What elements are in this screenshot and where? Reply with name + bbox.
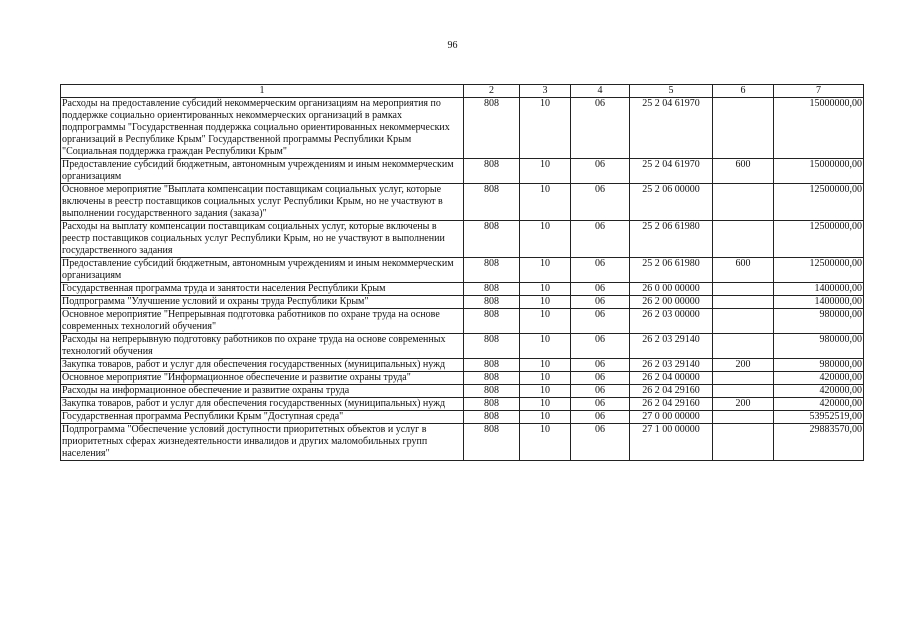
expense-type-cell: 200 xyxy=(713,398,774,411)
section-code-cell: 10 xyxy=(520,296,571,309)
target-article-cell: 25 2 06 61980 xyxy=(630,221,713,258)
table-row xyxy=(61,296,864,309)
expense-type-cell xyxy=(713,385,774,398)
row-name-cell: Основное мероприятие "Непрерывная подготовка работников по охране труда на основе современных технологий обучения" xyxy=(61,309,464,334)
row-name-cell: Основное мероприятие "Информационное обеспечение и развитие охраны труда" xyxy=(61,372,464,385)
expense-type-cell xyxy=(713,98,774,159)
amount-cell: 420000,00 xyxy=(774,372,864,385)
column-header: 6 xyxy=(713,85,774,98)
expense-type-cell xyxy=(713,372,774,385)
target-article-cell: 26 0 00 00000 xyxy=(630,283,713,296)
grbs-code-cell: 808 xyxy=(464,283,520,296)
section-code-cell: 10 xyxy=(520,184,571,221)
target-article-cell: 26 2 03 29140 xyxy=(630,334,713,359)
section-code-cell: 10 xyxy=(520,283,571,296)
subsection-code-cell: 06 xyxy=(571,385,630,398)
subsection-code-cell: 06 xyxy=(571,98,630,159)
table-row xyxy=(61,221,864,258)
subsection-code-cell: 06 xyxy=(571,296,630,309)
subsection-code-cell: 06 xyxy=(571,424,630,461)
row-name-cell: Закупка товаров, работ и услуг для обеспечения государственных (муниципальных) нужд xyxy=(61,398,464,411)
section-code-cell: 10 xyxy=(520,359,571,372)
target-article-cell: 25 2 06 61980 xyxy=(630,258,713,283)
row-name-cell: Подпрограмма "Улучшение условий и охраны труда Республики Крым" xyxy=(61,296,464,309)
subsection-code-cell: 06 xyxy=(571,334,630,359)
section-code-cell: 10 xyxy=(520,334,571,359)
page-number: 96 xyxy=(447,40,458,51)
table-row xyxy=(61,398,864,411)
subsection-code-cell: 06 xyxy=(571,184,630,221)
expense-type-cell xyxy=(713,221,774,258)
amount-cell: 420000,00 xyxy=(774,398,864,411)
section-code-cell: 10 xyxy=(520,309,571,334)
row-name-cell: Основное мероприятие "Выплата компенсации поставщикам социальных услуг, которые включены в реестр поставщиков социальных услуг Республики Крым, но не участвуют в выполнении государственного задания (заказа)" xyxy=(61,184,464,221)
amount-cell: 15000000,00 xyxy=(774,98,864,159)
expense-type-cell xyxy=(713,411,774,424)
amount-cell: 53952519,00 xyxy=(774,411,864,424)
column-header: 7 xyxy=(774,85,864,98)
row-name-cell: Расходы на информационное обеспечение и развитие охраны труда xyxy=(61,385,464,398)
amount-cell: 12500000,00 xyxy=(774,258,864,283)
table-row xyxy=(61,424,864,461)
grbs-code-cell: 808 xyxy=(464,372,520,385)
header-row xyxy=(61,85,864,98)
column-header: 5 xyxy=(630,85,713,98)
amount-cell: 29883570,00 xyxy=(774,424,864,461)
target-article-cell: 26 2 03 00000 xyxy=(630,309,713,334)
section-code-cell: 10 xyxy=(520,372,571,385)
row-name-cell: Подпрограмма "Обеспечение условий доступности приоритетных объектов и услуг в приоритетных сферах жизнедеятельности инвалидов и других маломобильных групп населения" xyxy=(61,424,464,461)
row-name-cell: Расходы на предоставление субсидий некоммерческим организациям на мероприятия по поддержке социально ориентированных некоммерческих организаций в рамках подпрограммы "Государственная поддержка социально ориентированных некоммерческих организаций в Республике Крым" Государственной программы Республики Крым "Социальная поддержка граждан Республики Крым" xyxy=(61,98,464,159)
row-name-cell: Расходы на непрерывную подготовку работников по охране труда на основе современных технологий обучения xyxy=(61,334,464,359)
amount-cell: 15000000,00 xyxy=(774,159,864,184)
subsection-code-cell: 06 xyxy=(571,258,630,283)
table-row xyxy=(61,372,864,385)
target-article-cell: 26 2 04 00000 xyxy=(630,372,713,385)
amount-cell: 980000,00 xyxy=(774,334,864,359)
target-article-cell: 27 0 00 00000 xyxy=(630,411,713,424)
row-name-cell: Закупка товаров, работ и услуг для обеспечения государственных (муниципальных) нужд xyxy=(61,359,464,372)
subsection-code-cell: 06 xyxy=(571,372,630,385)
expense-type-cell: 200 xyxy=(713,359,774,372)
section-code-cell: 10 xyxy=(520,385,571,398)
section-code-cell: 10 xyxy=(520,159,571,184)
amount-cell: 1400000,00 xyxy=(774,296,864,309)
grbs-code-cell: 808 xyxy=(464,411,520,424)
subsection-code-cell: 06 xyxy=(571,359,630,372)
table-row xyxy=(61,258,864,283)
table-row xyxy=(61,283,864,296)
section-code-cell: 10 xyxy=(520,424,571,461)
section-code-cell: 10 xyxy=(520,258,571,283)
grbs-code-cell: 808 xyxy=(464,309,520,334)
subsection-code-cell: 06 xyxy=(571,221,630,258)
grbs-code-cell: 808 xyxy=(464,258,520,283)
grbs-code-cell: 808 xyxy=(464,398,520,411)
grbs-code-cell: 808 xyxy=(464,334,520,359)
column-header: 4 xyxy=(571,85,630,98)
expense-type-cell xyxy=(713,283,774,296)
amount-cell: 420000,00 xyxy=(774,385,864,398)
column-header: 3 xyxy=(520,85,571,98)
row-name-cell: Государственная программа Республики Крым "Доступная среда" xyxy=(61,411,464,424)
target-article-cell: 26 2 00 00000 xyxy=(630,296,713,309)
target-article-cell: 27 1 00 00000 xyxy=(630,424,713,461)
grbs-code-cell: 808 xyxy=(464,184,520,221)
expense-type-cell: 600 xyxy=(713,159,774,184)
target-article-cell: 25 2 04 61970 xyxy=(630,98,713,159)
table-row xyxy=(61,159,864,184)
subsection-code-cell: 06 xyxy=(571,283,630,296)
row-name-cell: Расходы на выплату компенсации поставщикам социальных услуг, которые включены в реестр поставщиков социальных услуг Республики Крым, но не участвуют в выполнении государственного задания xyxy=(61,221,464,258)
target-article-cell: 26 2 03 29140 xyxy=(630,359,713,372)
expense-type-cell xyxy=(713,424,774,461)
expense-type-cell: 600 xyxy=(713,258,774,283)
amount-cell: 12500000,00 xyxy=(774,221,864,258)
subsection-code-cell: 06 xyxy=(571,159,630,184)
row-name-cell: Предоставление субсидий бюджетным, автономным учреждениям и иным некоммерческим организациям xyxy=(61,159,464,184)
expense-type-cell xyxy=(713,296,774,309)
column-header: 2 xyxy=(464,85,520,98)
amount-cell: 12500000,00 xyxy=(774,184,864,221)
row-name-cell: Государственная программа труда и занятости населения Республики Крым xyxy=(61,283,464,296)
table-row xyxy=(61,184,864,221)
grbs-code-cell: 808 xyxy=(464,98,520,159)
table-row xyxy=(61,359,864,372)
target-article-cell: 25 2 04 61970 xyxy=(630,159,713,184)
subsection-code-cell: 06 xyxy=(571,398,630,411)
budget-table xyxy=(60,84,864,461)
table-row xyxy=(61,411,864,424)
section-code-cell: 10 xyxy=(520,221,571,258)
grbs-code-cell: 808 xyxy=(464,159,520,184)
expense-type-cell xyxy=(713,334,774,359)
grbs-code-cell: 808 xyxy=(464,385,520,398)
subsection-code-cell: 06 xyxy=(571,309,630,334)
table-body xyxy=(61,98,864,461)
amount-cell: 980000,00 xyxy=(774,309,864,334)
grbs-code-cell: 808 xyxy=(464,424,520,461)
table-row xyxy=(61,385,864,398)
target-article-cell: 26 2 04 29160 xyxy=(630,398,713,411)
grbs-code-cell: 808 xyxy=(464,296,520,309)
grbs-code-cell: 808 xyxy=(464,221,520,258)
expense-type-cell xyxy=(713,309,774,334)
expense-type-cell xyxy=(713,184,774,221)
subsection-code-cell: 06 xyxy=(571,411,630,424)
section-code-cell: 10 xyxy=(520,398,571,411)
row-name-cell: Предоставление субсидий бюджетным, автономным учреждениям и иным некоммерческим организациям xyxy=(61,258,464,283)
section-code-cell: 10 xyxy=(520,411,571,424)
table-row xyxy=(61,98,864,159)
table-row xyxy=(61,334,864,359)
section-code-cell: 10 xyxy=(520,98,571,159)
target-article-cell: 26 2 04 29160 xyxy=(630,385,713,398)
grbs-code-cell: 808 xyxy=(464,359,520,372)
target-article-cell: 25 2 06 00000 xyxy=(630,184,713,221)
amount-cell: 980000,00 xyxy=(774,359,864,372)
amount-cell: 1400000,00 xyxy=(774,283,864,296)
table-row xyxy=(61,309,864,334)
column-header: 1 xyxy=(61,85,464,98)
